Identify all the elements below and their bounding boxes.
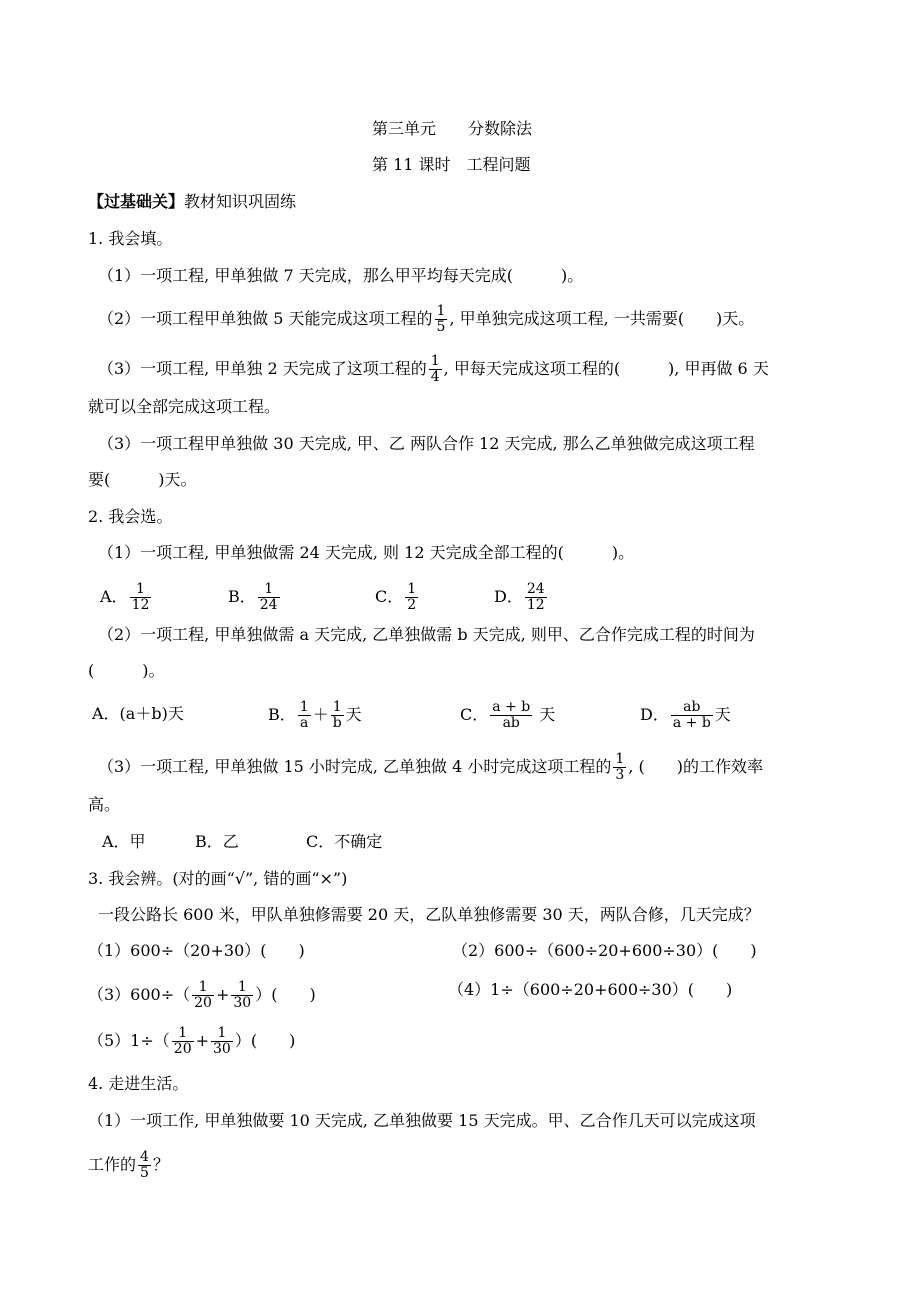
fraction bbox=[671, 700, 713, 731]
denominator: 4 bbox=[430, 369, 440, 385]
fraction bbox=[130, 582, 152, 613]
unit: 天 bbox=[714, 705, 731, 724]
fraction bbox=[211, 1026, 233, 1057]
operator: + bbox=[195, 1031, 210, 1050]
denominator: 20 bbox=[173, 1041, 192, 1057]
numerator: ab bbox=[671, 700, 713, 716]
numerator: 1 bbox=[231, 980, 253, 996]
section-desc: 教材知识巩固练 bbox=[184, 192, 297, 211]
fraction bbox=[231, 980, 253, 1011]
q1-item-1: （1）一项工程, 甲单独做 7 天完成，那么甲平均每天完成( )。 bbox=[98, 266, 584, 285]
q2-sub-3-option-a: A．甲 bbox=[102, 832, 146, 851]
q2-sub-1-option-a bbox=[100, 582, 153, 613]
q2-sub-1: （1）一项工程, 甲单独做需 24 天完成, 则 12 天完成全部工程的( )。 bbox=[98, 543, 635, 562]
q1-item-3 bbox=[98, 354, 769, 385]
option-label: D． bbox=[494, 587, 523, 606]
numerator: 1 bbox=[211, 1026, 233, 1042]
q3-judge-3-text-a: （3）600÷（ bbox=[88, 985, 191, 1004]
q3-judge-5-text-a: （5）1÷（ bbox=[88, 1031, 170, 1050]
q4-problem-1-text-b: 工作的 bbox=[88, 1155, 137, 1174]
fraction bbox=[298, 700, 311, 731]
q3-judge-1: （1）600÷（20+30）( ) bbox=[88, 941, 305, 960]
q1-item-2-text-b: , 甲单独完成这项工程, 一共需要( )天。 bbox=[449, 309, 755, 328]
operator: ＋ bbox=[312, 705, 329, 724]
q2-sub-1-option-d bbox=[494, 582, 549, 613]
option-label: C． bbox=[460, 705, 489, 724]
denominator: b bbox=[332, 715, 342, 731]
q1-title: 1. 我会填。 bbox=[88, 229, 173, 248]
denominator: ab bbox=[502, 715, 520, 731]
denominator: 3 bbox=[615, 767, 625, 783]
fraction bbox=[138, 1150, 151, 1181]
numerator: 1 bbox=[331, 700, 344, 716]
q1-item-2-text-a: （2）一项工程甲单独做 5 天能完成这项工程的 bbox=[98, 309, 433, 328]
q3-judge-4: （4）1÷（600÷20+600÷30）( ) bbox=[448, 980, 733, 999]
option-label: D． bbox=[640, 705, 669, 724]
q1-item-3-text-b: , 甲每天完成这项工程的( ), 甲再做 6 天 bbox=[443, 359, 769, 378]
numerator: 1 bbox=[299, 699, 309, 715]
q3-judge-3 bbox=[88, 980, 316, 1011]
q1-item-2 bbox=[98, 304, 754, 335]
q2-sub-3-option-c: C．不确定 bbox=[306, 832, 383, 851]
q2-sub-2-option-b bbox=[268, 700, 362, 731]
fraction bbox=[192, 980, 214, 1011]
denominator: 12 bbox=[131, 597, 150, 613]
fraction bbox=[613, 752, 626, 783]
unit-title: 第三单元 分数除法 bbox=[372, 119, 533, 138]
q3-judge-2: （2）600÷（600÷20+600÷30）( ) bbox=[452, 941, 757, 960]
option-label: B． bbox=[228, 587, 256, 606]
numerator: 24 bbox=[526, 581, 545, 597]
q3-judge-5-text-b: ）( ) bbox=[234, 1031, 296, 1050]
q2-sub-3-cont: 高。 bbox=[88, 795, 121, 814]
fraction bbox=[525, 582, 547, 613]
q4-problem-1: （1）一项工作, 甲单独做要 10 天完成, 乙单独做要 15 天完成。甲、乙合作几天可以完成这项 bbox=[88, 1111, 756, 1130]
fraction bbox=[405, 582, 418, 613]
q2-sub-2-option-c bbox=[460, 700, 555, 731]
q1-item-4: （3）一项工程甲单独做 30 天完成, 甲、乙 两队合作 12 天完成, 那么乙单独做完成这项工程 bbox=[98, 434, 755, 453]
option-label: C． bbox=[375, 587, 404, 606]
denominator: 24 bbox=[259, 597, 278, 613]
q2-title: 2. 我会选。 bbox=[88, 507, 173, 526]
unit: 天 bbox=[539, 705, 556, 724]
numerator: 1 bbox=[130, 582, 152, 598]
q2-sub-1-option-c bbox=[375, 582, 420, 613]
q1-item-3-text-a: （3）一项工程, 甲单独 2 天完成了这项工程的 bbox=[98, 359, 427, 378]
numerator: 1 bbox=[430, 353, 440, 369]
denominator: 20 bbox=[194, 995, 212, 1011]
q2-sub-3-option-b: B．乙 bbox=[195, 832, 239, 851]
fraction bbox=[490, 700, 532, 731]
q2-sub-3-text-a: （3）一项工程, 甲单独做 15 小时完成, 乙单独做 4 小时完成这项工程的 bbox=[98, 757, 612, 776]
q2-sub-1-option-b bbox=[228, 582, 282, 613]
q3-judge-3-text-b: ）( ) bbox=[255, 985, 316, 1004]
operator: + bbox=[215, 985, 230, 1004]
denominator: 2 bbox=[407, 597, 417, 613]
q1-item-3-cont: 就可以全部完成这项工程。 bbox=[88, 397, 281, 416]
denominator: 30 bbox=[233, 995, 252, 1011]
q4-problem-1-cont bbox=[88, 1150, 169, 1181]
denominator: 30 bbox=[213, 1041, 231, 1057]
lesson-title: 第 11 课时 工程问题 bbox=[372, 155, 531, 174]
numerator: 1 bbox=[436, 303, 446, 319]
fraction bbox=[172, 1026, 194, 1057]
numerator: 4 bbox=[140, 1149, 149, 1165]
denominator: 12 bbox=[526, 597, 545, 613]
q3-title: 3. 我会辨。(对的画“√”, 错的画“×”) bbox=[88, 869, 348, 888]
denominator: a bbox=[300, 715, 309, 731]
q2-sub-2: （2）一项工程, 甲单独做需 a 天完成, 乙单独做需 b 天完成, 则甲、乙合作完成工程的时间为 bbox=[98, 625, 755, 644]
fraction bbox=[331, 700, 344, 731]
q2-sub-2-option-a: A．(a＋b)天 bbox=[92, 704, 184, 723]
numerator: 1 bbox=[407, 581, 417, 597]
unit: 天 bbox=[345, 705, 362, 724]
section-heading bbox=[88, 192, 296, 212]
denominator: 5 bbox=[436, 319, 446, 335]
q3-stem: 一段公路长 600 米，甲队单独修需要 20 天，乙队单独修需要 30 天，两队合修，几天完成？ bbox=[98, 905, 760, 924]
denominator: 5 bbox=[140, 1165, 149, 1181]
q2-sub-3 bbox=[98, 752, 763, 783]
q2-sub-2-cont: ( )。 bbox=[88, 661, 165, 680]
fraction bbox=[258, 582, 280, 613]
fraction bbox=[429, 354, 442, 385]
q3-judge-5 bbox=[88, 1026, 295, 1057]
numerator: 1 bbox=[192, 980, 214, 996]
numerator: 1 bbox=[615, 751, 625, 767]
numerator: 1 bbox=[258, 582, 280, 598]
q1-item-4-cont: 要( )天。 bbox=[88, 470, 197, 489]
option-label: A． bbox=[100, 587, 128, 606]
fraction bbox=[435, 304, 448, 335]
q2-sub-2-option-d bbox=[640, 700, 731, 731]
option-label: B． bbox=[268, 705, 296, 724]
section-tag: 【过基础关】 bbox=[88, 192, 185, 211]
numerator: a + b bbox=[492, 699, 531, 715]
q2-sub-3-text-b: , ( )的工作效率 bbox=[628, 757, 764, 776]
denominator: a + b bbox=[672, 715, 711, 731]
numerator: 1 bbox=[172, 1026, 194, 1042]
q4-problem-1-text-c: ？ bbox=[152, 1155, 169, 1174]
q4-title: 4. 走进生活。 bbox=[88, 1074, 189, 1093]
